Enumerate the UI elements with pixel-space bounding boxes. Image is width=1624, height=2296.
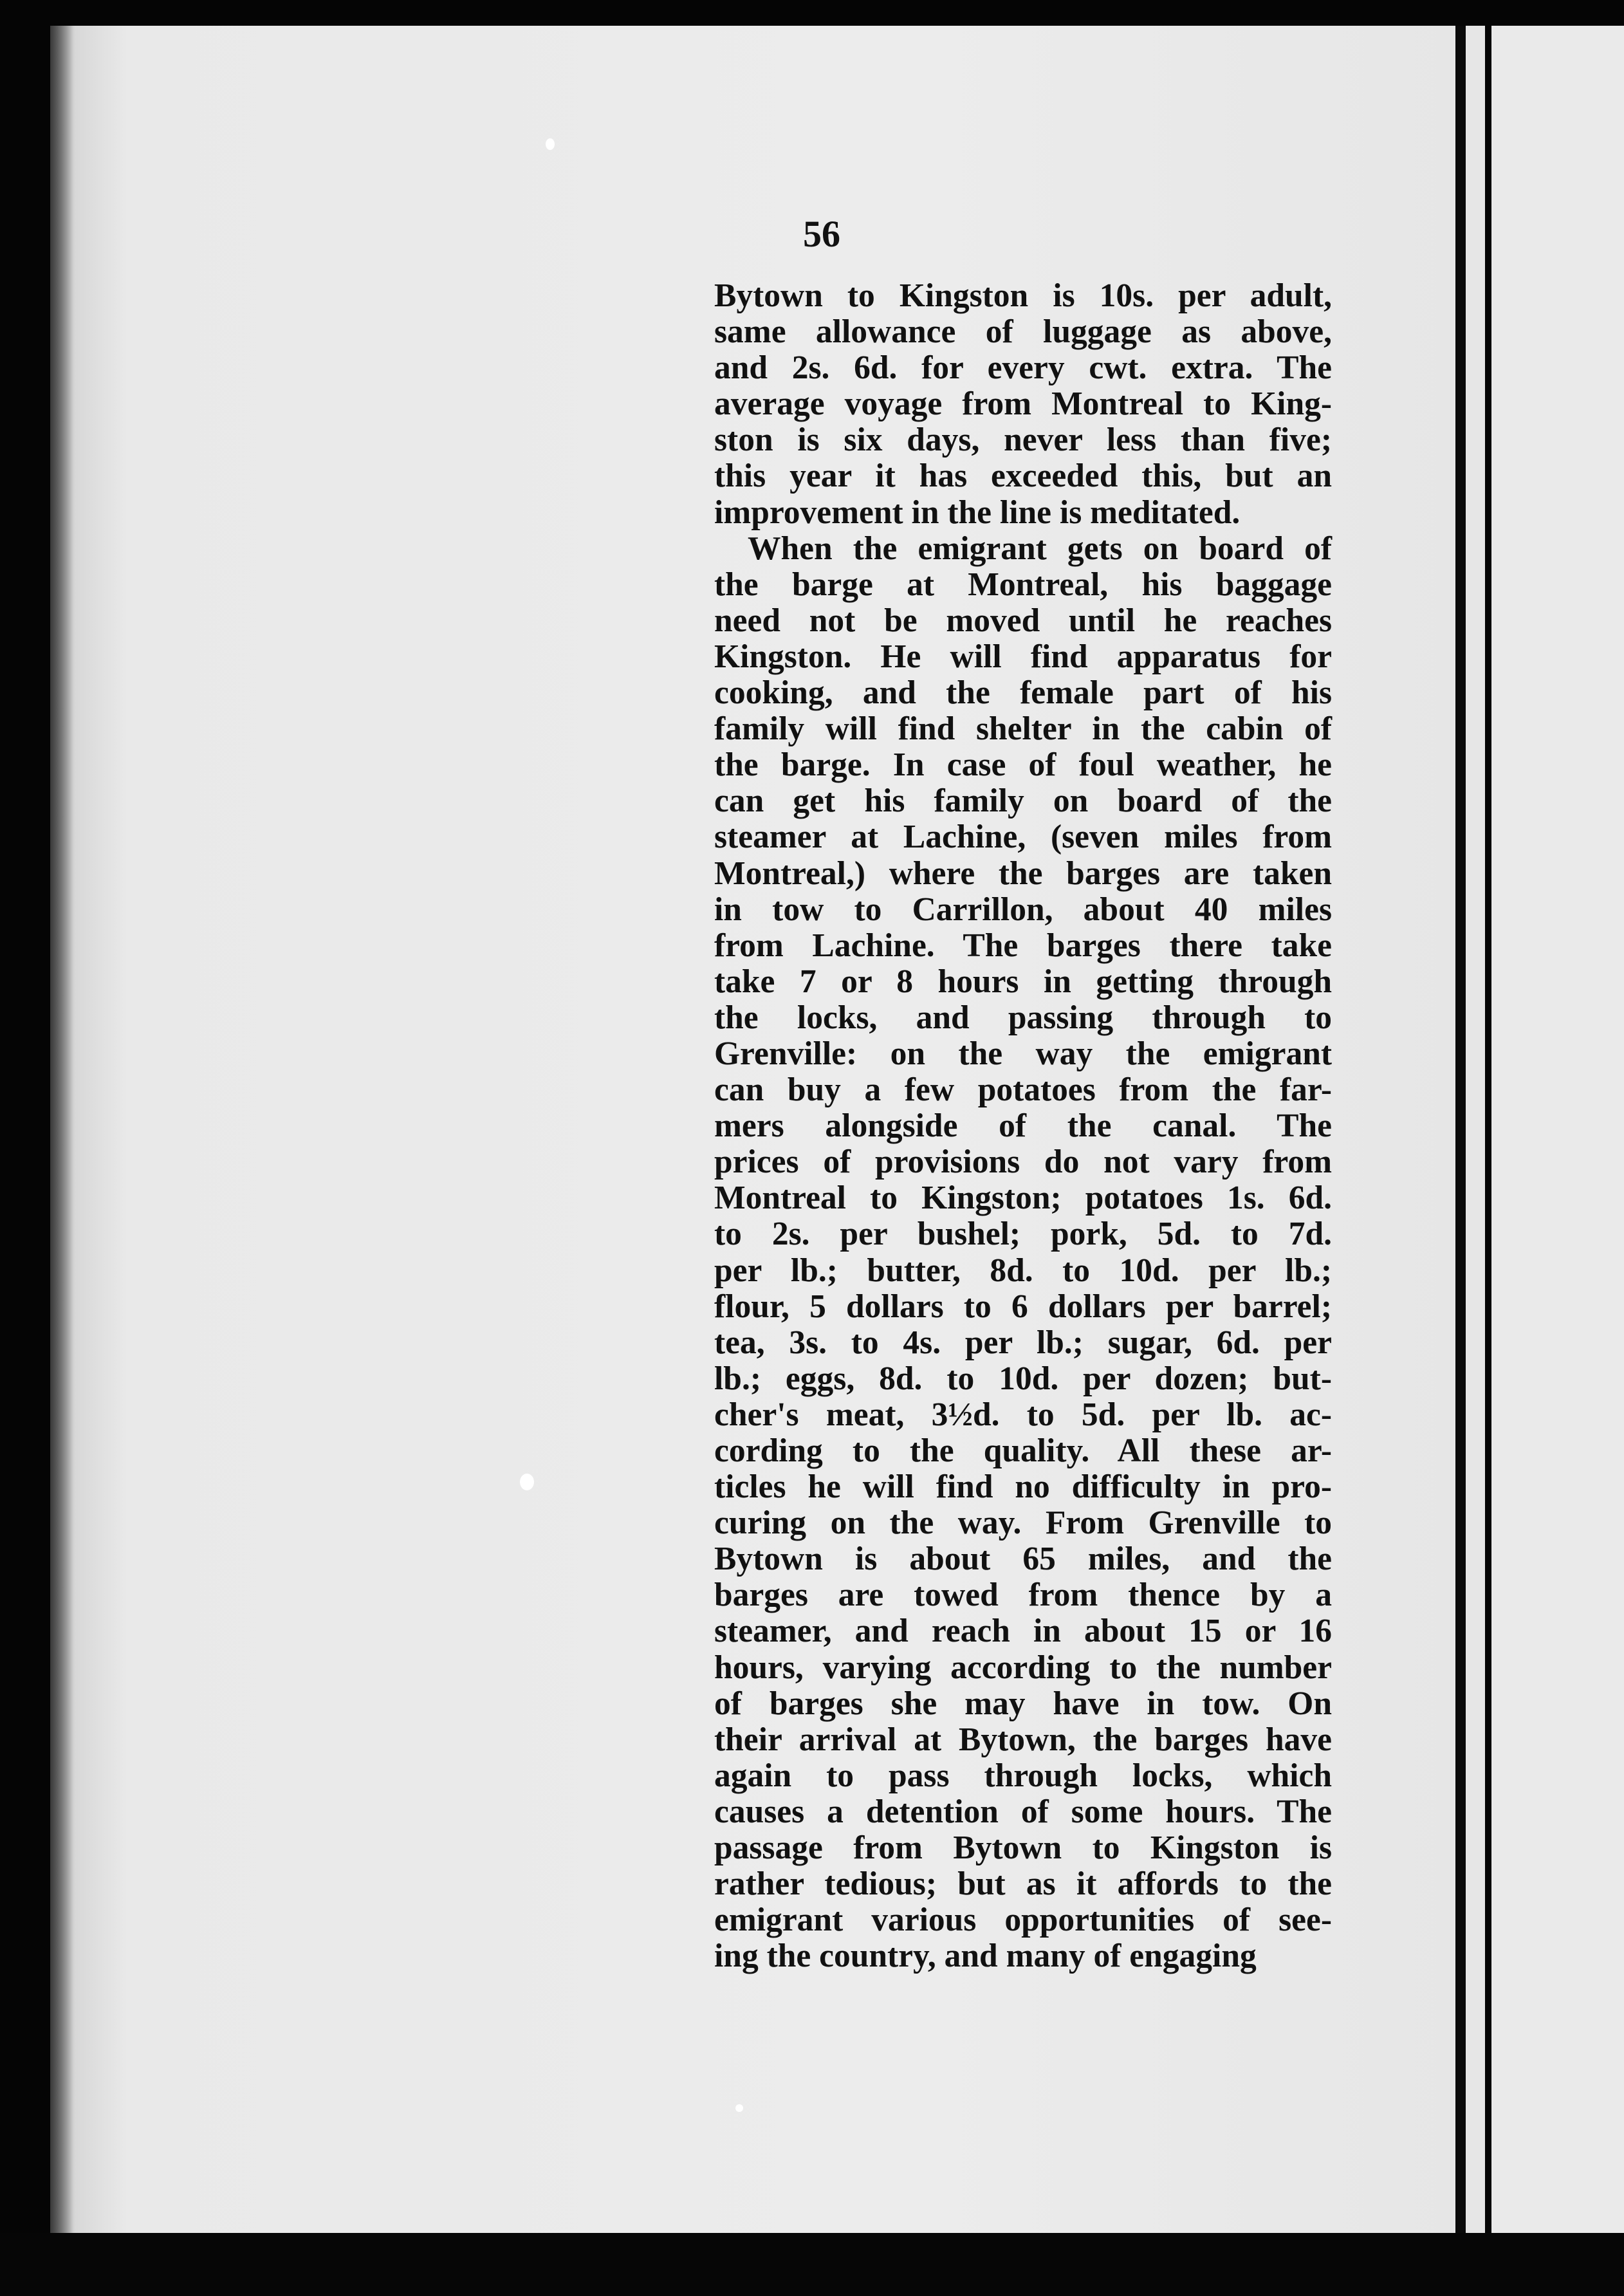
text-line: When the emigrant gets on board of: [748, 530, 1332, 567]
text-line: per lb.; butter, 8d. to 10d. per lb.;: [714, 1252, 1332, 1289]
text-line: lb.; eggs, 8d. to 10d. per dozen; but-: [714, 1360, 1332, 1397]
text-line: cooking, and the female part of his: [714, 674, 1332, 712]
text-line: the barge. In case of foul weather, he: [714, 746, 1332, 784]
text-line: barges are towed from thence by a: [714, 1577, 1332, 1614]
text-line: flour, 5 dollars to 6 dollars per barrel;: [714, 1288, 1332, 1325]
text-line: ticles he will find no difficulty in pro-: [714, 1468, 1332, 1506]
paper-speck: [520, 1474, 534, 1490]
text-line: cher's meat, 3½d. to 5d. per lb. ac-: [714, 1396, 1332, 1433]
text-line: ston is six days, never less than five;: [714, 421, 1332, 459]
text-line: mers alongside of the canal. The: [714, 1107, 1332, 1145]
text-line: family will find shelter in the cabin of: [714, 710, 1332, 748]
text-line: steamer at Lachine, (seven miles from: [714, 819, 1332, 856]
gutter-line: [1455, 26, 1466, 2233]
text-line: average voyage from Montreal to King-: [714, 385, 1332, 423]
text-line: tea, 3s. to 4s. per lb.; sugar, 6d. per: [714, 1324, 1332, 1361]
text-line: Grenville: on the way the emigrant: [714, 1035, 1332, 1072]
text-line: Montreal,) where the barges are taken: [714, 855, 1332, 892]
text-line: this year it has exceeded this, but an: [714, 458, 1332, 495]
text-line: curing on the way. From Grenville to: [714, 1504, 1332, 1542]
text-line: causes a detention of some hours. The: [714, 1793, 1332, 1830]
text-line: cording to the quality. All these ar-: [714, 1432, 1332, 1469]
text-line: the barge at Montreal, his baggage: [714, 566, 1332, 603]
text-line: passage from Bytown to Kingston is: [714, 1829, 1332, 1867]
text-line: Bytown is about 65 miles, and the: [714, 1541, 1332, 1578]
page-number: 56: [803, 213, 840, 255]
text-line: Bytown to Kingston is 10s. per adult,: [714, 277, 1332, 314]
text-line: the locks, and passing through to: [714, 999, 1332, 1036]
text-line: their arrival at Bytown, the barges have: [714, 1721, 1332, 1758]
text-line: can get his family on board of the: [714, 782, 1332, 820]
text-line: steamer, and reach in about 15 or 16: [714, 1613, 1332, 1650]
text-line: of barges she may have in tow. On: [714, 1685, 1332, 1722]
text-line: again to pass through locks, which: [714, 1757, 1332, 1794]
text-line: Kingston. He will find apparatus for: [714, 638, 1332, 675]
text-line: and 2s. 6d. for every cwt. extra. The: [714, 349, 1332, 387]
paper-speck: [546, 138, 555, 150]
body-text: [714, 278, 1332, 1974]
text-line: take 7 or 8 hours in getting through: [714, 963, 1332, 1000]
scan-border: [0, 2233, 1624, 2296]
text-line: from Lachine. The barges there take: [714, 927, 1332, 964]
text-line: in tow to Carrillon, about 40 miles: [714, 891, 1332, 928]
text-line: ing the country, and many of engaging: [714, 1938, 1257, 1975]
text-line: same allowance of luggage as above,: [714, 313, 1332, 351]
text-line: can buy a few potatoes from the far-: [714, 1071, 1332, 1109]
text-line: need not be moved until he reaches: [714, 602, 1332, 639]
adjacent-page-edge: [1491, 26, 1624, 2233]
text-line: emigrant various opportunities of see-: [714, 1902, 1332, 1939]
text-line: prices of provisions do not vary from: [714, 1143, 1332, 1181]
text-line: improvement in the line is meditated.: [714, 494, 1241, 531]
text-line: to 2s. per bushel; pork, 5d. to 7d.: [714, 1216, 1332, 1253]
text-line: Montreal to Kingston; potatoes 1s. 6d.: [714, 1180, 1332, 1217]
paper-speck: [735, 2104, 743, 2112]
text-line: rather tedious; but as it affords to the: [714, 1866, 1332, 1903]
text-line: hours, varying according to the number: [714, 1649, 1332, 1686]
binding-shadow: [50, 26, 73, 2233]
